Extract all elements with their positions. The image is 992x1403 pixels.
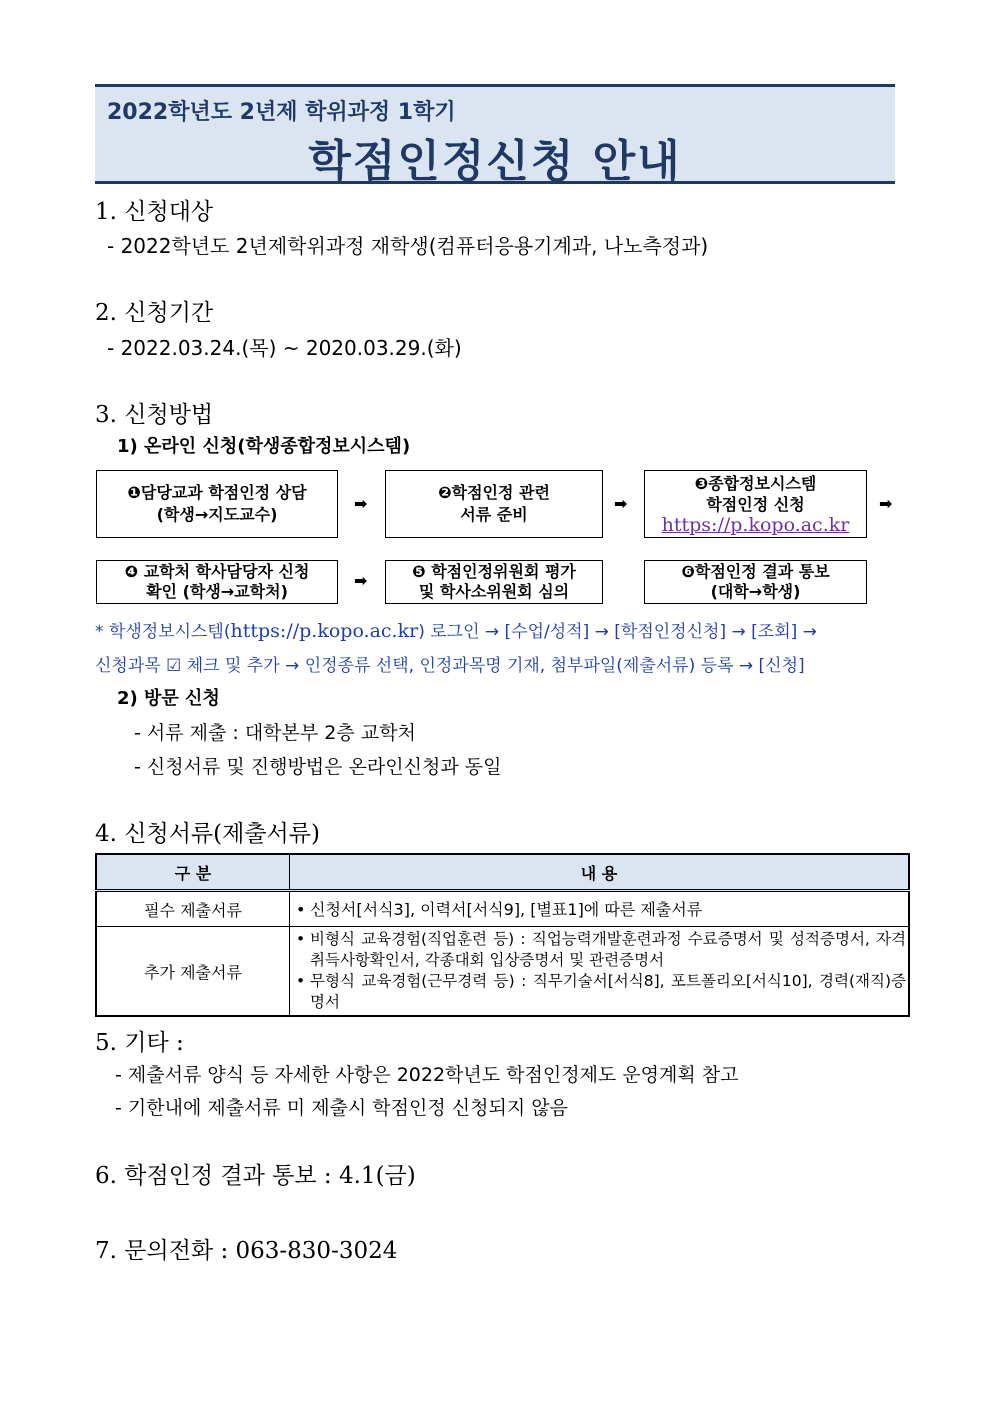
banner-subtitle: 2022학년도 2년제 학위과정 1학기 — [107, 100, 456, 125]
header-content: 내 용 — [290, 854, 910, 891]
documents-table — [95, 853, 910, 1017]
step-6-line2: (대학→학생) — [710, 582, 801, 601]
arrow-icon: ➡ — [879, 494, 893, 513]
row-content — [290, 927, 910, 1017]
table-row — [96, 927, 909, 1017]
section-7-heading: 7. 문의전화 : 063-830-3024 — [95, 1238, 398, 1264]
arrow-icon: ➡ — [614, 494, 628, 513]
step-4-line2: 확인 (학생→교학처) — [146, 582, 288, 601]
step-3-link[interactable]: https://p.kopo.ac.kr — [661, 513, 850, 536]
bullet-icon: • — [296, 972, 306, 990]
section-1-line: - 2022학년도 2년제학위과정 재학생(컴퓨터응용기계과, 나노측정과) — [107, 234, 709, 258]
section-6-heading: 6. 학점인정 결과 통보 : 4.1(금) — [95, 1163, 416, 1189]
step-3-line1: ❸종합정보시스템 — [694, 473, 817, 493]
step-6-line1: ❻학점인정 결과 통보 — [681, 562, 830, 581]
note-pre: * 학생정보시스템( — [95, 622, 231, 642]
title-banner — [95, 84, 895, 187]
row-item: 무형식 교육경험(근무경력 등) : 직무기술서[서식8], 포트폴리오[서식10], 경력(재직)증명서 — [310, 972, 906, 1011]
section-5-heading: 5. 기타 : — [95, 1030, 184, 1056]
step-3-line2: 학점인정 신청 — [706, 494, 805, 514]
step-5-line2: 및 학사소위원회 심의 — [418, 582, 570, 601]
section-5-line-1: - 제출서류 양식 등 자세한 사항은 2022학년도 학점인정제도 운영계획 참고 — [115, 1064, 739, 1086]
bullet-icon: • — [296, 930, 306, 948]
step-3-box — [644, 470, 867, 538]
online-note-line2: 신청과목 ☑ 체크 및 추가 → 인정종류 선택, 인정과목명 기재, 첨부파일(제출서류) 등록 → [신청] — [95, 656, 805, 676]
step-2-line2: 서류 준비 — [460, 505, 528, 524]
row-item: 신청서[서식3], 이력서[서식9], [별표1]에 따른 제출서류 — [310, 899, 703, 919]
step-5-line1: ❺ 학점인정위원회 평가 — [412, 562, 576, 581]
row-item: 비형식 교육경험(직업훈련 등) : 직업능력개발훈련과정 수료증명서 및 성적증명서, 자격취득사항확인서, 각종대회 입상증명서 및 관련증명서 — [310, 930, 906, 969]
row-category: 추가 제출서류 — [96, 927, 290, 1017]
step-1-line1: ❶담당교과 학점인정 상담 — [127, 483, 307, 502]
online-note-line1 — [95, 617, 817, 642]
table-header-row — [96, 854, 909, 891]
row-content — [290, 891, 910, 927]
step-1-box — [96, 470, 338, 538]
step-4-line1: ❹ 교학처 학사담당자 신청 — [124, 562, 310, 581]
section-2-heading: 2. 신청기간 — [95, 300, 214, 326]
note-post: ) 로그인 → [수업/성적] → [학점인정신청] → [조회] → — [418, 622, 817, 642]
note-url-link[interactable]: https://p.kopo.ac.kr — [230, 620, 419, 642]
online-heading: 1) 온라인 신청(학생종합정보시스템) — [117, 436, 411, 457]
row-category: 필수 제출서류 — [96, 891, 290, 927]
section-1-heading: 1. 신청대상 — [95, 199, 214, 225]
step-4-box — [96, 560, 338, 604]
section-5-line-2: - 기한내에 제출서류 미 제출시 학점인정 신청되지 않음 — [115, 1097, 568, 1119]
step-6-box — [644, 560, 867, 604]
visit-heading: 2) 방문 신청 — [117, 688, 220, 709]
arrow-icon: ➡ — [354, 494, 368, 513]
header-category: 구 분 — [96, 854, 290, 891]
table-row — [96, 891, 909, 927]
visit-line-2: - 신청서류 및 진행방법은 온라인신청과 동일 — [134, 756, 502, 778]
banner-title: 학점인정신청 안내 — [308, 136, 682, 187]
visit-line-1: - 서류 제출 : 대학본부 2층 교학처 — [134, 722, 416, 744]
step-5-box — [385, 560, 603, 604]
arrow-icon: ➡ — [354, 571, 368, 590]
section-4-heading: 4. 신청서류(제출서류) — [95, 821, 320, 847]
bullet-icon: • — [296, 899, 306, 919]
step-2-box — [385, 470, 603, 538]
section-3-heading: 3. 신청방법 — [95, 402, 214, 428]
section-2-line: - 2022.03.24.(목) ~ 2020.03.29.(화) — [107, 336, 462, 360]
step-1-line2: (학생→지도교수) — [156, 505, 278, 524]
step-2-line1: ❷학점인정 관련 — [438, 483, 550, 502]
